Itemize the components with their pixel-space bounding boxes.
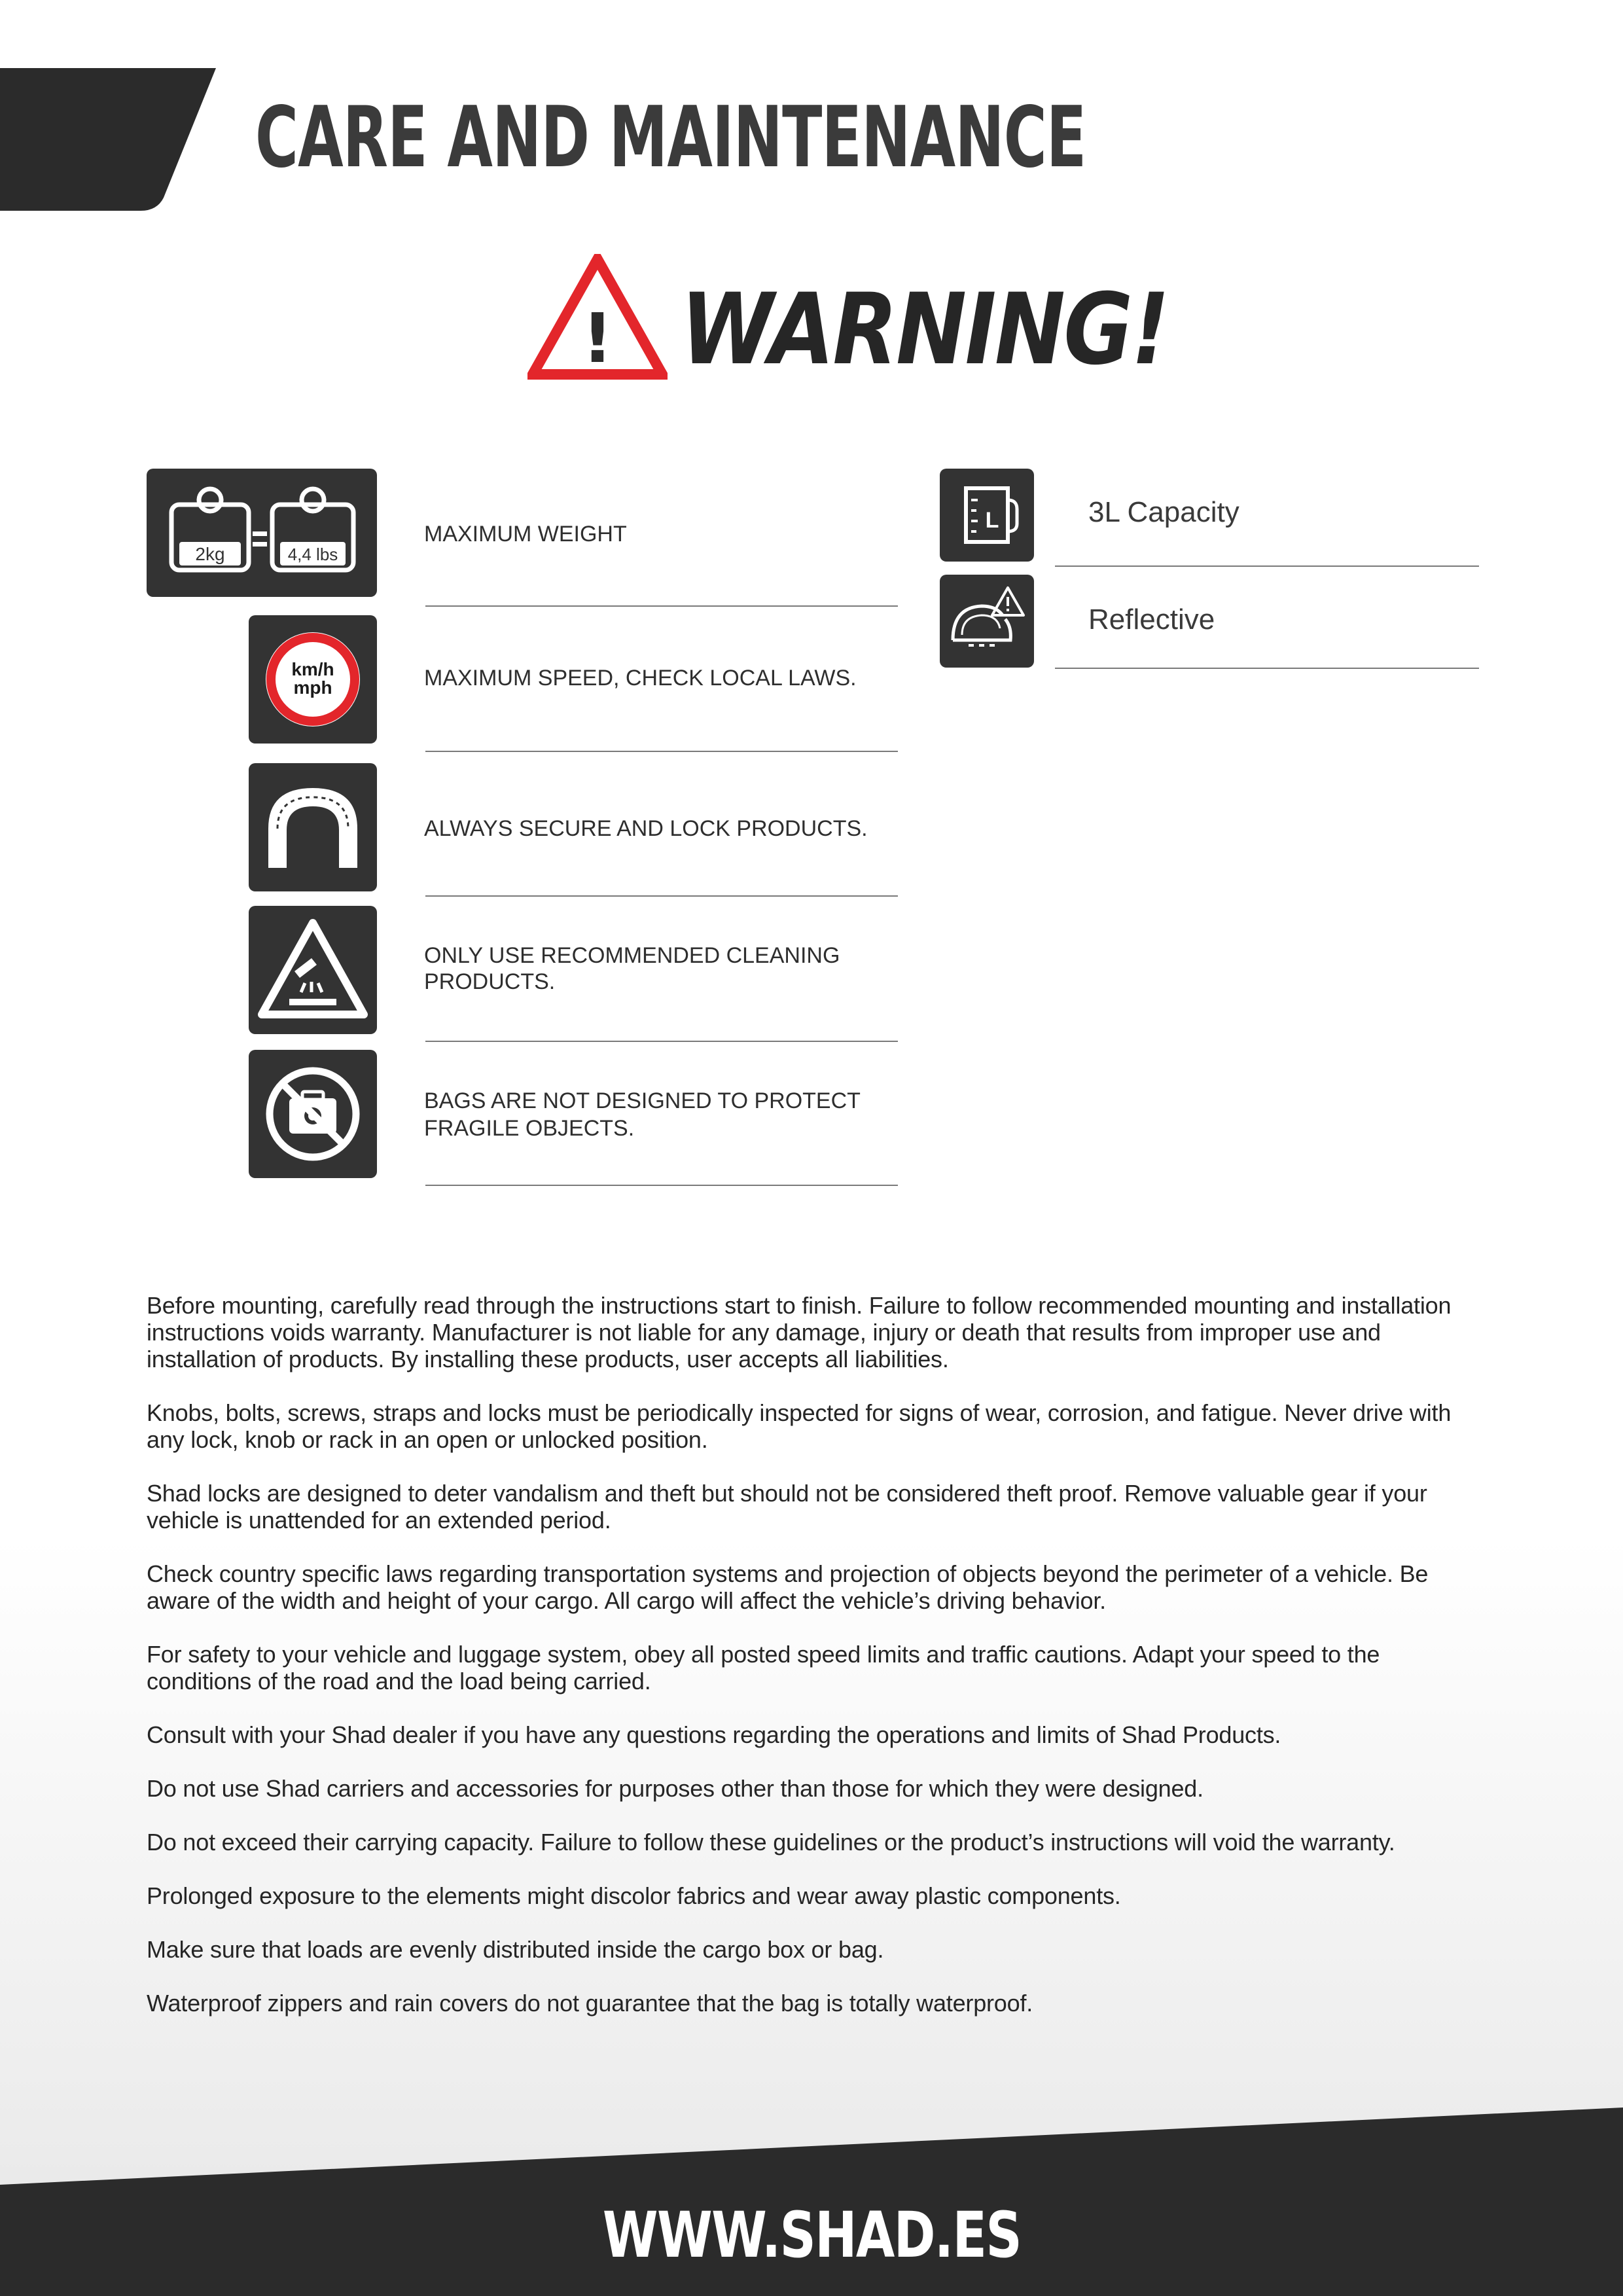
speed-mph-text: mph: [293, 677, 332, 698]
row-divider: [425, 605, 898, 607]
svg-text:!: !: [582, 298, 613, 378]
reflective-icon: [940, 575, 1034, 668]
paragraph: For safety to your vehicle and luggage system, obey all posted speed limits and traffic cautions. Adapt your speed to the conditions of the road and the load being carried.: [147, 1641, 1380, 1695]
warning-label-max-weight: MAXIMUM WEIGHT: [424, 522, 627, 547]
warning-label-max-speed: MAXIMUM SPEED, CHECK LOCAL LAWS.: [424, 666, 857, 691]
weight-kg-text: 2kg: [195, 544, 225, 564]
row-divider: [425, 895, 898, 897]
warning-label-cleaning-line2: PRODUCTS.: [424, 969, 556, 994]
warning-label-secure-lock: ALWAYS SECURE AND LOCK PRODUCTS.: [424, 816, 868, 841]
paragraph: Make sure that loads are evenly distributed inside the cargo box or bag.: [147, 1936, 884, 1963]
paragraph: Before mounting, carefully read through the instructions start to finish. Failure to follow recommended mounting and installation instructions voids warranty. Manufacturer is not liable for any damage, injury or death that results from improper use and installation of products. By installing these products, user accepts all liabilities.: [147, 1292, 1452, 1372]
warning-heading: WARNING!: [681, 273, 1168, 387]
header-corner-tab: [0, 68, 216, 211]
paragraph: Consult with your Shad dealer if you have any questions regarding the operations and limits of Shad Products.: [147, 1721, 1281, 1748]
warning-label-cleaning-line1: ONLY USE RECOMMENDED CLEANING: [424, 943, 840, 968]
capacity-icon-text: L: [985, 508, 999, 533]
row-divider: [425, 1041, 898, 1042]
cleaning-warning-icon: [249, 906, 377, 1034]
row-divider: [425, 1185, 898, 1186]
feature-label-reflective: Reflective: [1088, 603, 1215, 636]
row-divider: [1055, 668, 1479, 669]
paragraph: Waterproof zippers and rain covers do not guarantee that the bag is totally waterproof.: [147, 1990, 1033, 2017]
lock-icon: [249, 763, 377, 891]
speed-limit-icon: [249, 615, 377, 744]
paragraph: Do not use Shad carriers and accessories for purposes other than those for which they were designed.: [147, 1775, 1204, 1802]
paragraph: Check country specific laws regarding transportation systems and projection of objects beyond the perimeter of a vehicle. Be aware of the width and height of your cargo. All cargo will affect the vehicle’s driving behavior.: [147, 1560, 1429, 1614]
weight-limit-icon: [147, 469, 377, 597]
footer-website-link[interactable]: [0, 2199, 1623, 2271]
care-instructions: [147, 1292, 1482, 2043]
paragraph: Do not exceed their carrying capacity. Failure to follow these guidelines or the product’s instructions will void the warranty.: [147, 1829, 1395, 1856]
capacity-icon: [940, 469, 1034, 562]
paragraph: Shad locks are designed to deter vandalism and theft but should not be considered theft proof. Remove valuable gear if your vehicle is unattended for an extended period.: [147, 1480, 1427, 1534]
warning-label-fragile-line1: BAGS ARE NOT DESIGNED TO PROTECT: [424, 1088, 861, 1113]
page-title: CARE AND MAINTENANCE: [255, 89, 1086, 187]
no-fragile-icon: [249, 1050, 377, 1178]
paragraph: Knobs, bolts, screws, straps and locks must be periodically inspected for signs of wear, corrosion, and fatigue. Never drive with any lock, knob or rack in an open or unlocked position.: [147, 1399, 1452, 1453]
footer-url-text: WWW.SHAD.ES: [602, 2198, 1021, 2272]
speed-kmh-text: km/h: [291, 659, 334, 679]
feature-label-capacity: 3L Capacity: [1088, 496, 1240, 528]
warning-label-fragile-line2: FRAGILE OBJECTS.: [424, 1116, 635, 1141]
row-divider: [1055, 565, 1479, 567]
paragraph: Prolonged exposure to the elements might discolor fabrics and wear away plastic components.: [147, 1882, 1121, 1909]
row-divider: [425, 751, 898, 752]
warning-triangle-icon: [527, 254, 668, 380]
weight-lbs-text: 4,4 lbs: [287, 545, 338, 564]
